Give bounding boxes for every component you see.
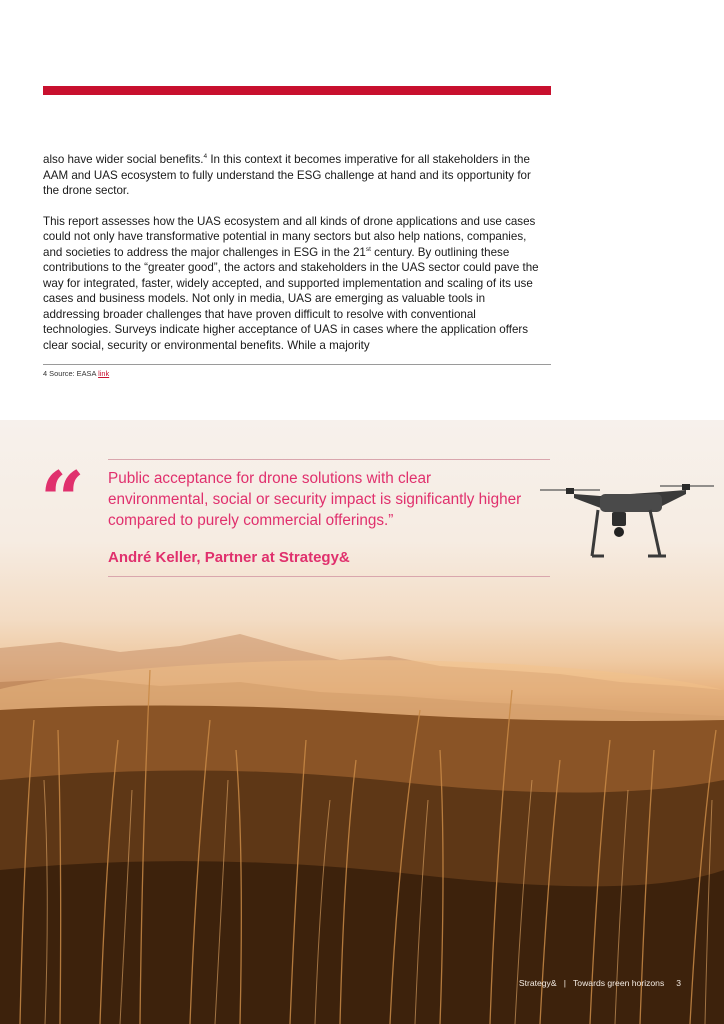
paragraph-1: also have wider social benefits.$^4$ In this context it becomes imperative for all stakeholders in the AAM and UAS ecosystem to fully understand the ESG challenge at hand and its opportunity for the drone sector. [43,153,531,197]
drone-icon [540,484,714,556]
footnote: 4 Source: EASA link [43,369,110,378]
footnote-divider [43,364,551,365]
footnote-ref[interactable]: 4 [203,153,208,160]
page-number: 3 [676,978,681,988]
quote-author: André Keller, Partner at Strategy& [108,549,350,566]
footer-title: Towards green horizons [573,978,665,988]
footnote-link[interactable]: link [98,369,110,378]
quote-bottom-divider [108,576,550,577]
quote-top-divider [108,459,550,460]
pull-quote: Public acceptance for drone solutions with clear environmental, social or security impact is significantly higher compared to purely commercial offerings.” [108,470,522,529]
footer-separator: | [563,978,566,988]
paragraph-2: This report assesses how the UAS ecosystem and all kinds of drone applications and use cases could not only have transformative potential in many sectors but also help nations, companies, and societies to address the major challenges in ESG in the 21st century. By outlining these contributions to the “greater good”, the actors and stakeholders in the UAS sector could pave the way for integrated, faster, widely accepted, and supported implementation and scaling of its use cases and business models. Not only in media, UAS are emerging as valuable tools in addressing broader challenges that have proven difficult to resolve with conventional technologies. Surveys indicate higher acceptance of UAS in cases where the application offers clear social, security or environmental benefits. While a majority [43,214,539,352]
header-accent-bar [43,86,551,95]
page-footer [519,978,681,988]
footer-brand: Strategy& [518,978,557,988]
quote-mark-icon: “ [40,455,85,546]
body-text [43,152,543,368]
